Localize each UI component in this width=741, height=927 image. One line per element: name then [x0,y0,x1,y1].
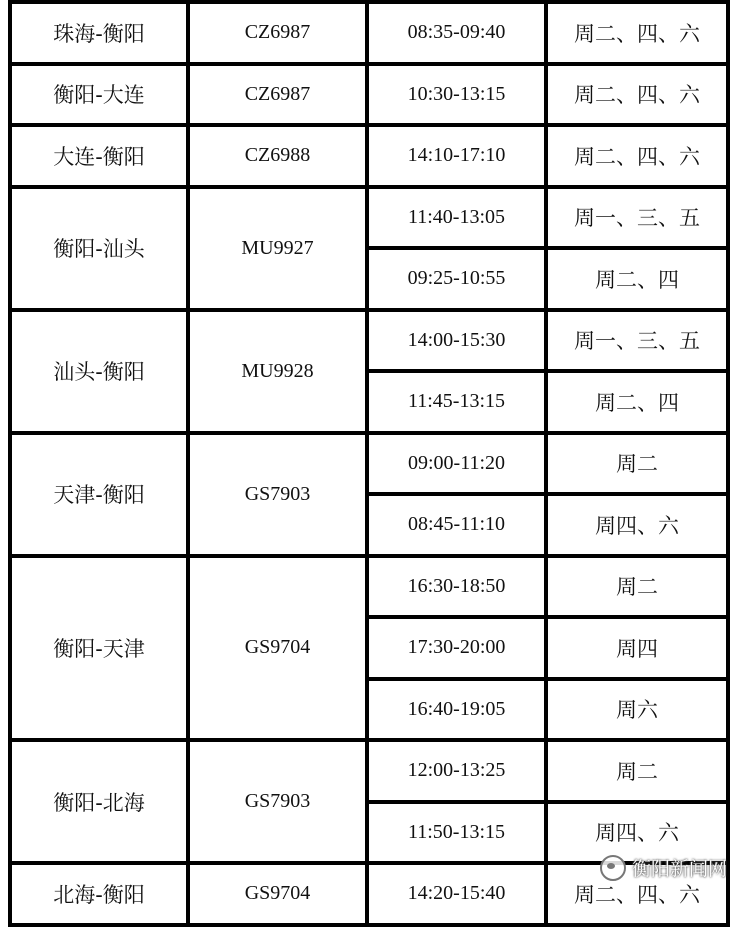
days-cell: 周二 [546,433,728,495]
table-row [10,433,728,495]
flight-number-cell: GS7903 [188,740,367,863]
schedule-body [10,2,728,925]
days-cell: 周二、四、六 [546,863,728,925]
days-cell: 周二、四、六 [546,2,728,64]
table-row [10,556,728,618]
time-cell: 14:00-15:30 [367,310,546,372]
time-cell: 14:20-15:40 [367,863,546,925]
time-cell: 11:45-13:15 [367,371,546,433]
watermark [600,854,727,881]
flight-number-cell: CZ6987 [188,2,367,64]
route-cell: 北海-衡阳 [10,863,188,925]
table-row [10,310,728,372]
time-cell: 11:50-13:15 [367,802,546,864]
days-cell: 周二、四、六 [546,64,728,126]
days-cell: 周一、三、五 [546,187,728,249]
time-cell: 10:30-13:15 [367,64,546,126]
days-cell: 周四 [546,617,728,679]
wechat-icon [600,855,626,881]
route-cell: 天津-衡阳 [10,433,188,556]
table-row [10,740,728,802]
days-cell: 周二、四、六 [546,125,728,187]
flight-number-cell: CZ6987 [188,64,367,126]
time-cell: 17:30-20:00 [367,617,546,679]
table-row [10,64,728,126]
route-cell: 衡阳-北海 [10,740,188,863]
flight-number-cell: GS7903 [188,433,367,556]
route-cell: 衡阳-大连 [10,64,188,126]
flight-schedule-table [8,0,730,927]
days-cell: 周四、六 [546,494,728,556]
days-cell: 周二、四 [546,248,728,310]
days-cell: 周四、六 [546,802,728,864]
flight-number-cell: CZ6988 [188,125,367,187]
route-cell: 珠海-衡阳 [10,2,188,64]
route-cell: 衡阳-天津 [10,556,188,741]
days-cell: 周六 [546,679,728,741]
table-row [10,125,728,187]
route-cell: 大连-衡阳 [10,125,188,187]
route-cell: 衡阳-汕头 [10,187,188,310]
days-cell: 周二 [546,556,728,618]
days-cell: 周二 [546,740,728,802]
route-cell: 汕头-衡阳 [10,310,188,433]
table-row [10,2,728,64]
time-cell: 11:40-13:05 [367,187,546,249]
time-cell: 12:00-13:25 [367,740,546,802]
flight-number-cell: MU9927 [188,187,367,310]
flight-number-cell: GS9704 [188,556,367,741]
days-cell: 周一、三、五 [546,310,728,372]
flight-number-cell: MU9928 [188,310,367,433]
flight-number-cell: GS9704 [188,863,367,925]
table-row [10,187,728,249]
time-cell: 08:45-11:10 [367,494,546,556]
flight-schedule-table-wrapper [8,0,726,927]
time-cell: 16:40-19:05 [367,679,546,741]
time-cell: 16:30-18:50 [367,556,546,618]
time-cell: 09:00-11:20 [367,433,546,495]
time-cell: 14:10-17:10 [367,125,546,187]
time-cell: 09:25-10:55 [367,248,546,310]
watermark-text: 衡阳新闻网 [631,858,727,880]
time-cell: 08:35-09:40 [367,2,546,64]
days-cell: 周二、四 [546,371,728,433]
